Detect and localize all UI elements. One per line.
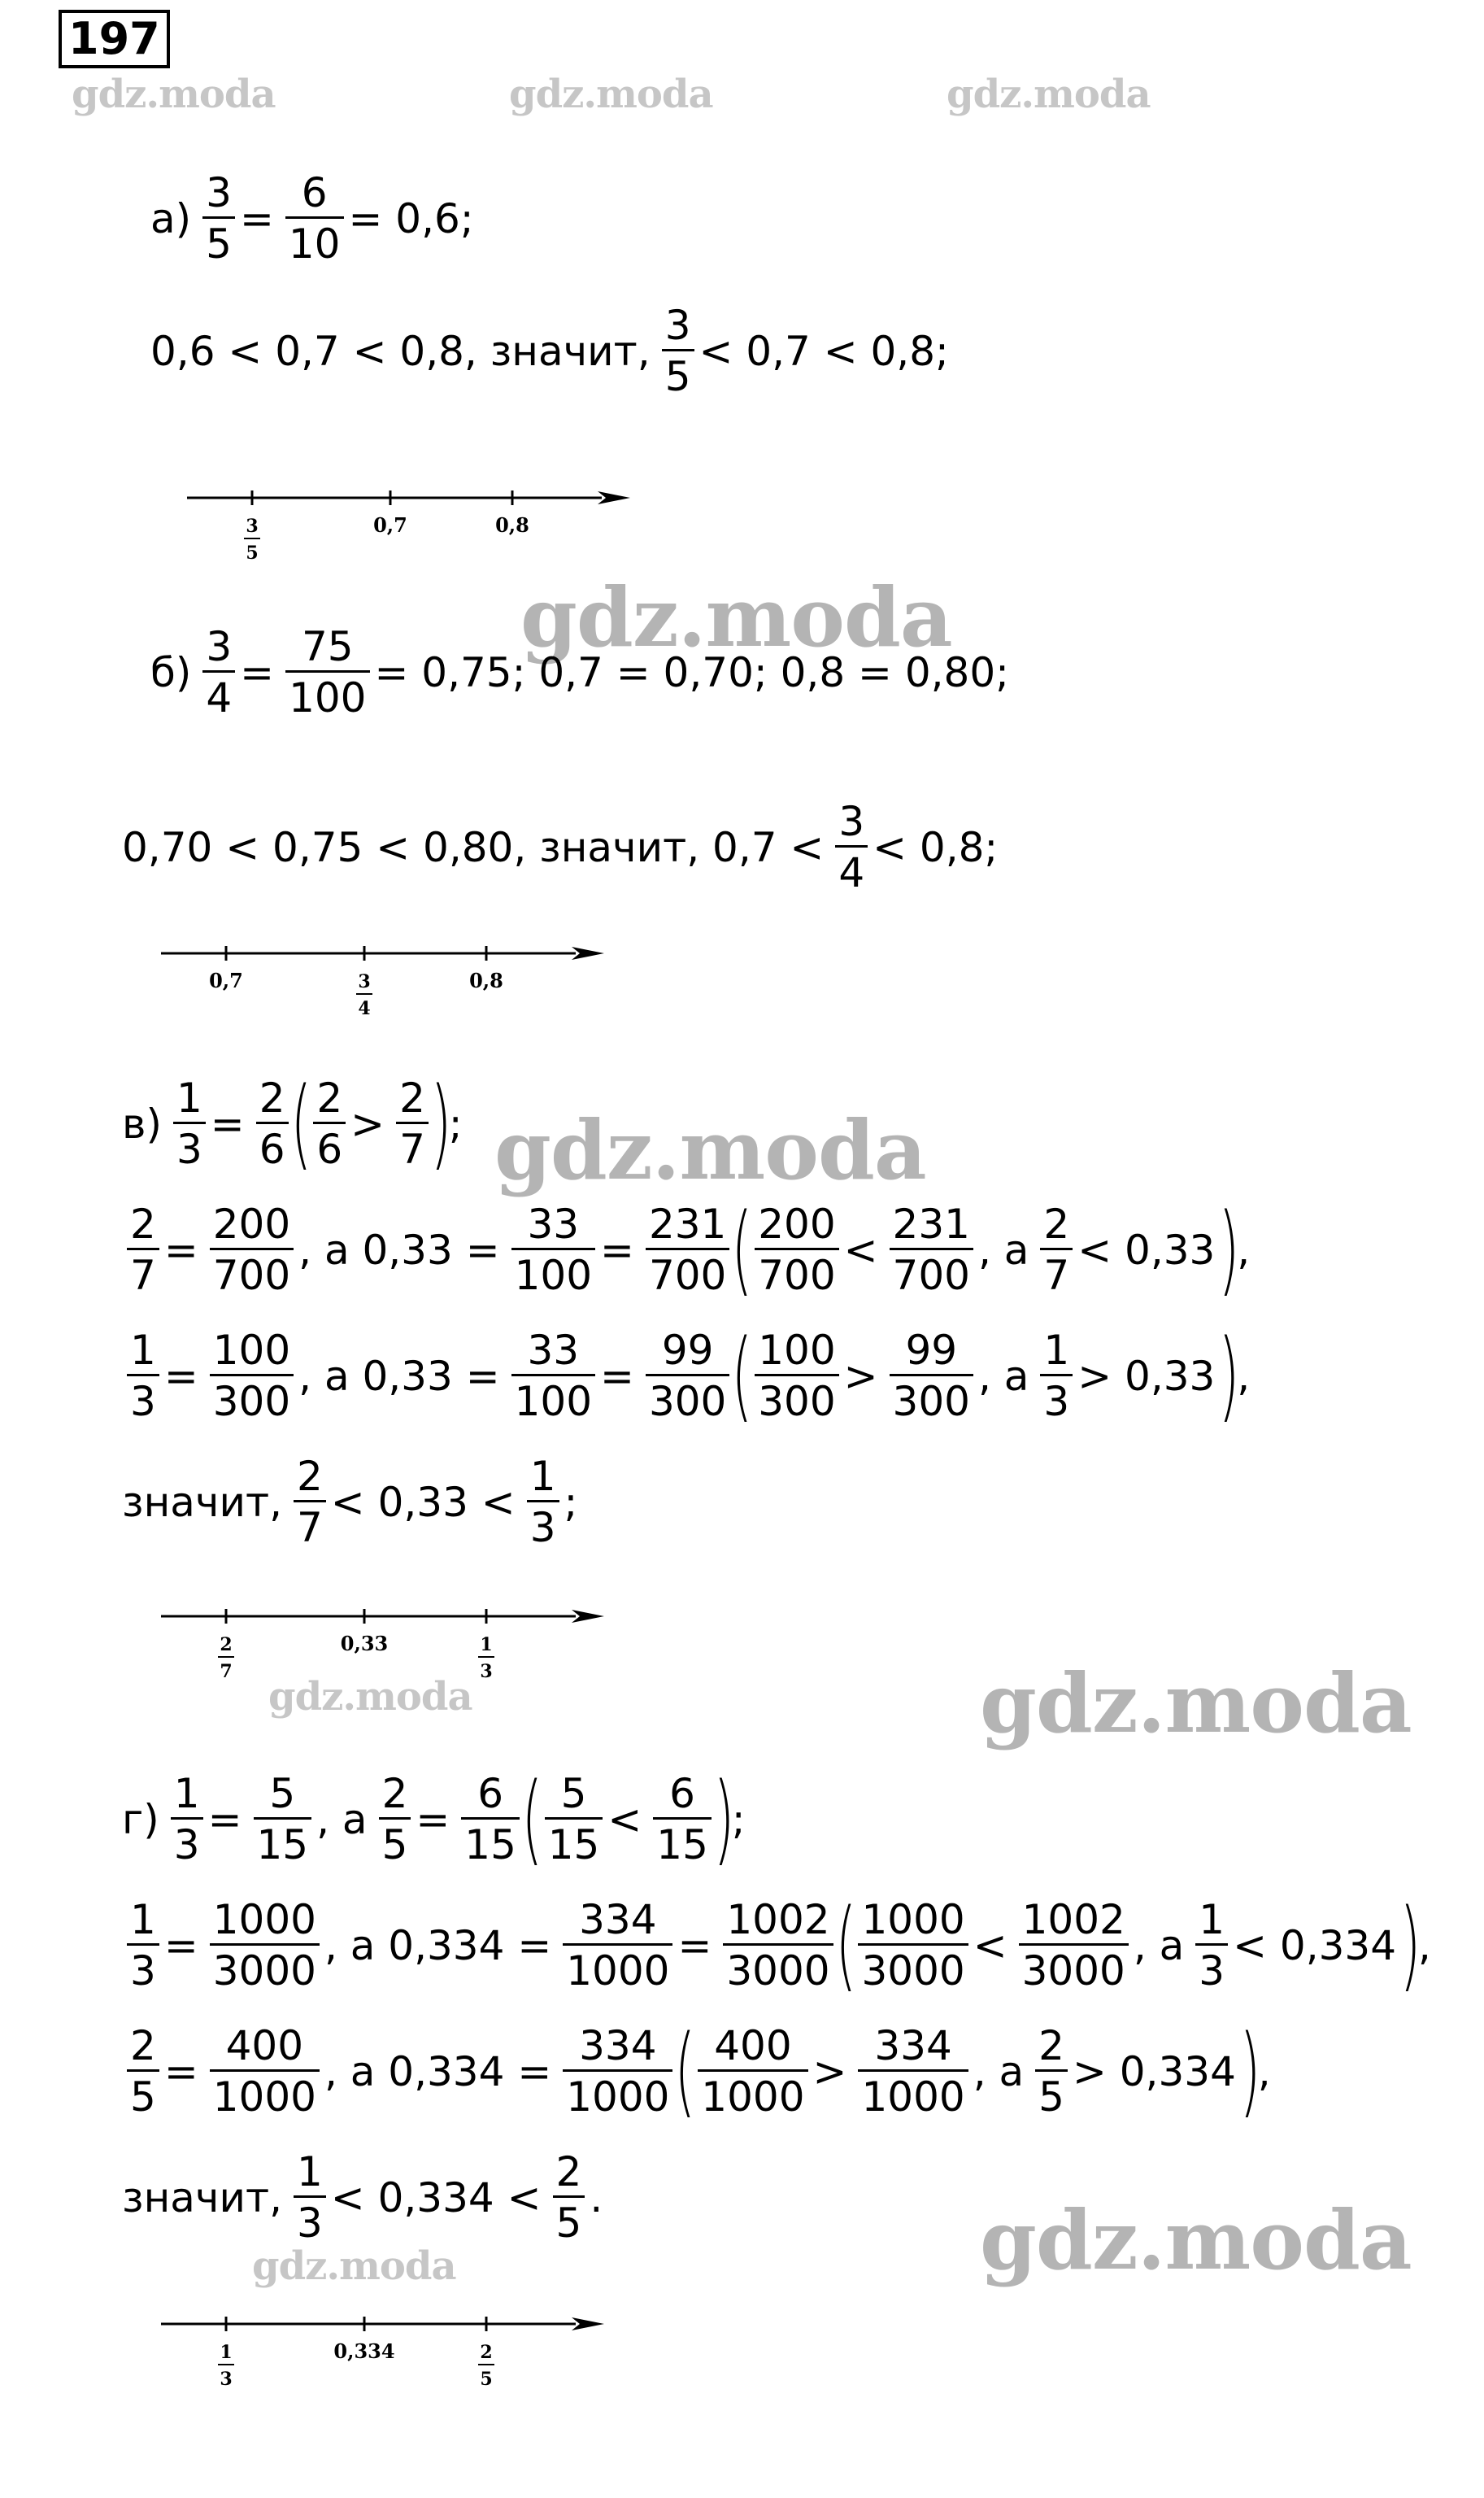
fraction: $\frac{1002}{3000}$ [723,1899,833,1991]
fraction: $\frac{3}{4}$ [202,626,235,718]
number-line [161,1598,616,1696]
number-line [161,935,616,1033]
fraction: $\frac{33}{100}$ [511,1330,595,1422]
number-line [187,480,642,578]
tick-label-numerator: 2 [480,2342,493,2363]
axis-arrow-icon [572,947,604,960]
watermark: gdz.moda [252,2243,456,2289]
g-line-3: $\frac{2}{5}$ = $\frac{400}{1000}$ , а 0,334 = $\frac{334}{1000}$ ( $\frac{400}{1000}$ > $\frac{334}{1000}$ , а $\frac{2}{5}$ > 0,334 ) , [122,2025,1277,2117]
fraction: $\frac{1}{3}$ [527,1456,559,1548]
fraction: $\frac{1}{3}$ [173,1078,206,1170]
fraction: $\frac{6}{15}$ [461,1773,520,1865]
v-line-2: $\frac{2}{7}$ = $\frac{200}{700}$ , а 0,33 = $\frac{33}{100}$ = $\frac{231}{700}$ ( $\frac{200}{700}$ < $\frac{231}{700}$ , а $\frac{2}{7}$ < 0,33 ) , [122,1204,1256,1296]
fraction: $\frac{2}{7}$ [1040,1204,1073,1296]
fraction: $\frac{1}{3}$ [127,1899,159,1991]
g-line-2: $\frac{1}{3}$ = $\frac{1000}{3000}$ , а 0,334 = $\frac{334}{1000}$ = $\frac{1002}{3000}$ ( $\frac{1000}{3000}$ < $\frac{1002}{3000}$ , а $\frac{1}{3}$ < 0,334 ) , [122,1899,1438,1991]
item-label: а) [150,194,192,242]
fraction: $\frac{200}{700}$ [210,1204,294,1296]
watermark: gdz.moda [980,2192,1412,2288]
fraction: $\frac{99}{300}$ [890,1330,973,1422]
tick-label-denominator: 4 [358,998,371,1019]
watermark: gdz.moda [520,569,952,665]
fraction: $\frac{5}{15}$ [254,1773,312,1865]
fraction: $\frac{5}{15}$ [545,1773,603,1865]
a-line-1: а) $\frac{3}{5}$ = $\frac{6}{10}$ = 0,6; [150,169,474,268]
tick-label-denominator: 5 [480,2369,493,2390]
v-line-3: $\frac{1}{3}$ = $\frac{100}{300}$ , а 0,33 = $\frac{33}{100}$ = $\frac{99}{300}$ ( $\frac{100}{300}$ > $\frac{99}{300}$ , а $\frac{1}{3}$ > 0,33 ) , [122,1330,1256,1422]
v-line-4: значит, $\frac{2}{7}$ < 0,33 < $\frac{1}{3}$ ; [122,1453,578,1551]
watermark: gdz.moda [72,72,276,117]
fraction: $\frac{6}{15}$ [653,1773,712,1865]
tick-label: 0,7 [209,969,243,992]
tick-label-numerator: 3 [246,516,259,537]
task-number: 197 [59,10,170,68]
axis-arrow-icon [572,1610,604,1623]
fraction: $\frac{1000}{3000}$ [210,1899,320,1991]
fraction: $\frac{1}{3}$ [1195,1899,1228,1991]
v-line-1: в) $\frac{1}{3}$ = $\frac{2}{6}$ ( $\frac{2}{6}$ > $\frac{2}{7}$ ) ; [122,1066,463,1180]
b-line-1: б) $\frac{3}{4}$ = $\frac{75}{100}$ = 0,75; 0,7 = 0,70; 0,8 = 0,80; [150,623,1009,721]
tick-label-denominator: 3 [480,1661,493,1682]
item-label: в) [122,1100,162,1148]
fraction: $\frac{1}{3}$ [127,1330,159,1422]
fraction: $\frac{3}{4}$ [835,801,868,893]
watermark: gdz.moda [980,1655,1412,1751]
fraction: $\frac{1}{3}$ [1040,1330,1073,1422]
tick-label-denominator: 3 [220,2369,233,2390]
watermark: gdz.moda [268,1674,472,1720]
fraction: $\frac{2}{7}$ [396,1078,429,1170]
g-line-1: г) $\frac{1}{3}$ = $\frac{5}{15}$ , а $\frac{2}{5}$ = $\frac{6}{15}$ ( $\frac{5}{15}$ < $\frac{6}{15}$ ) ; [122,1762,746,1876]
number-line [161,2306,616,2404]
fraction: $\frac{231}{700}$ [890,1204,973,1296]
fraction: $\frac{100}{300}$ [755,1330,838,1422]
fraction: $\frac{334}{1000}$ [858,2025,968,2117]
tick-label-numerator: 3 [358,971,371,992]
item-label: б) [150,648,192,696]
tick-label-denominator: 7 [220,1661,233,1682]
g-line-4: значит, $\frac{1}{3}$ < 0,334 < $\frac{2}{5}$ . [122,2148,603,2247]
fraction: $\frac{2}{5}$ [1035,2025,1068,2117]
fraction: $\frac{400}{1000}$ [698,2025,807,2117]
fraction: $\frac{2}{6}$ [256,1078,289,1170]
fraction: $\frac{334}{1000}$ [563,2025,672,2117]
fraction: $\frac{100}{300}$ [210,1330,294,1422]
fraction: $\frac{2}{5}$ [379,1773,411,1865]
axis-arrow-icon [598,491,630,504]
tick-label-numerator: 1 [480,1634,493,1655]
fraction: $\frac{75}{100}$ [285,626,369,718]
tick-label: 0,7 [373,513,407,537]
watermark: gdz.moda [947,72,1151,117]
fraction: $\frac{1}{3}$ [294,2151,326,2243]
tick-label-denominator: 5 [246,543,259,564]
axis-arrow-icon [572,2317,604,2330]
tick-label: 0,33 [340,1632,389,1655]
watermark: gdz.moda [494,1102,926,1198]
fraction: $\frac{2}{7}$ [294,1456,326,1548]
fraction: $\frac{2}{5}$ [553,2151,585,2243]
fraction: $\frac{334}{1000}$ [563,1899,672,1991]
a-line-2: 0,6 < 0,7 < 0,8, значит, $\frac{3}{5}$ < 0,7 < 0,8; [150,302,949,400]
fraction: $\frac{1000}{3000}$ [858,1899,968,1991]
fraction: $\frac{200}{700}$ [755,1204,838,1296]
fraction: $\frac{2}{5}$ [127,2025,159,2117]
fraction: $\frac{3}{5}$ [202,172,235,264]
fraction: $\frac{6}{10}$ [285,172,344,264]
tick-label: 0,8 [495,513,529,537]
tick-label: 0,8 [469,969,503,992]
fraction: $\frac{33}{100}$ [511,1204,595,1296]
fraction: $\frac{2}{6}$ [313,1078,346,1170]
b-line-2: 0,70 < 0,75 < 0,80, значит, 0,7 < $\frac{3}{4}$ < 0,8; [122,798,999,896]
fraction: $\frac{2}{7}$ [127,1204,159,1296]
fraction: $\frac{99}{300}$ [646,1330,729,1422]
tick-label-numerator: 2 [220,1634,233,1655]
fraction: $\frac{1002}{3000}$ [1019,1899,1129,1991]
fraction: $\frac{400}{1000}$ [210,2025,320,2117]
watermark: gdz.moda [509,72,713,117]
tick-label-numerator: 1 [220,2342,233,2363]
fraction: $\frac{1}{3}$ [171,1773,203,1865]
tick-label: 0,334 [333,2339,395,2363]
fraction: $\frac{231}{700}$ [646,1204,729,1296]
fraction: $\frac{3}{5}$ [662,305,694,397]
item-label: г) [122,1795,159,1843]
